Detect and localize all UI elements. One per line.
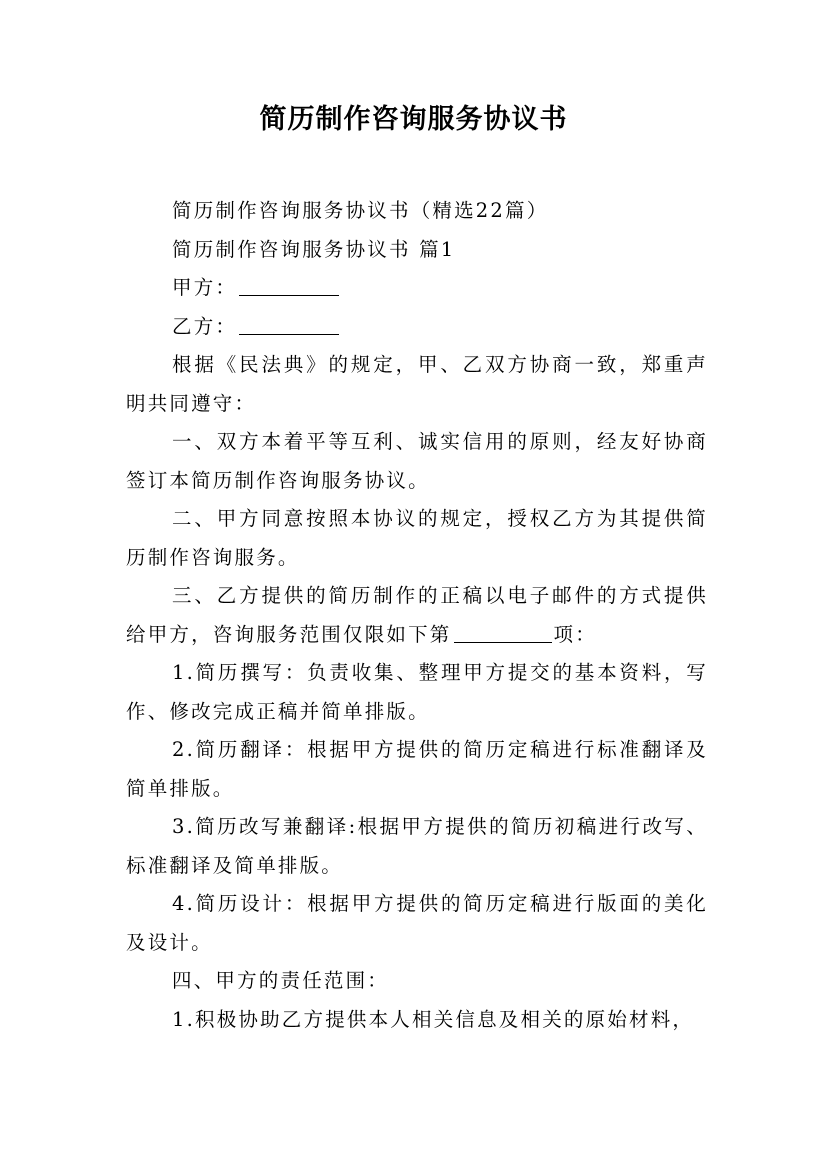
document-body: [126, 192, 708, 1039]
service-item-3: 3.简历改写兼翻译:根据甲方提供的简历初稿进行改写、标准翻译及简单排版。: [126, 815, 708, 877]
party-b-label: 乙方：: [172, 314, 238, 338]
service-item-1: 1.简历撰写：负责收集、整理甲方提交的基本资料，写作、修改完成正稿并简单排版。: [126, 661, 708, 723]
party-a-label: 甲方：: [172, 276, 238, 299]
clause-2-paragraph: 二、甲方同意按照本协议的规定，授权乙方为其提供简历制作咨询服务。: [126, 507, 708, 569]
clause-3-paragraph: [126, 577, 708, 654]
preamble-paragraph: 根据《民法典》的规定，甲、乙双方协商一致，郑重声明共同遵守：: [126, 353, 708, 415]
clause-3-suffix: 项：: [553, 622, 597, 646]
clause-1-paragraph: 一、双方本着平等互利、诚实信用的原则，经友好协商签订本简历制作咨询服务协议。: [126, 430, 708, 492]
party-a-blank: [239, 276, 339, 297]
subtitle-line: 简历制作咨询服务协议书（精选22篇）: [172, 199, 549, 222]
service-item-2: 2.简历翻译：根据甲方提供的简历定稿进行标准翻译及简单排版。: [126, 738, 708, 800]
service-item-4: 4.简历设计：根据甲方提供的简历定稿进行版面的美化及设计。: [126, 892, 708, 954]
clause-4-heading: 四、甲方的责任范围：: [172, 969, 390, 992]
service-item-blank: [454, 622, 552, 643]
section-heading: 简历制作咨询服务协议书 篇1: [172, 237, 456, 261]
party-b-line: [126, 308, 708, 347]
party-a-duty-1: 1.积极协助乙方提供本人相关信息及相关的原始材料，: [172, 1007, 695, 1031]
party-a-line: [126, 269, 708, 308]
document-title: 简历制作咨询服务协议书: [259, 104, 568, 135]
clause-3-text: 三、乙方提供的简历制作的正稿以电子邮件的方式提供给甲方，咨询服务范围仅限如下第: [126, 584, 708, 646]
party-b-blank: [239, 314, 339, 335]
